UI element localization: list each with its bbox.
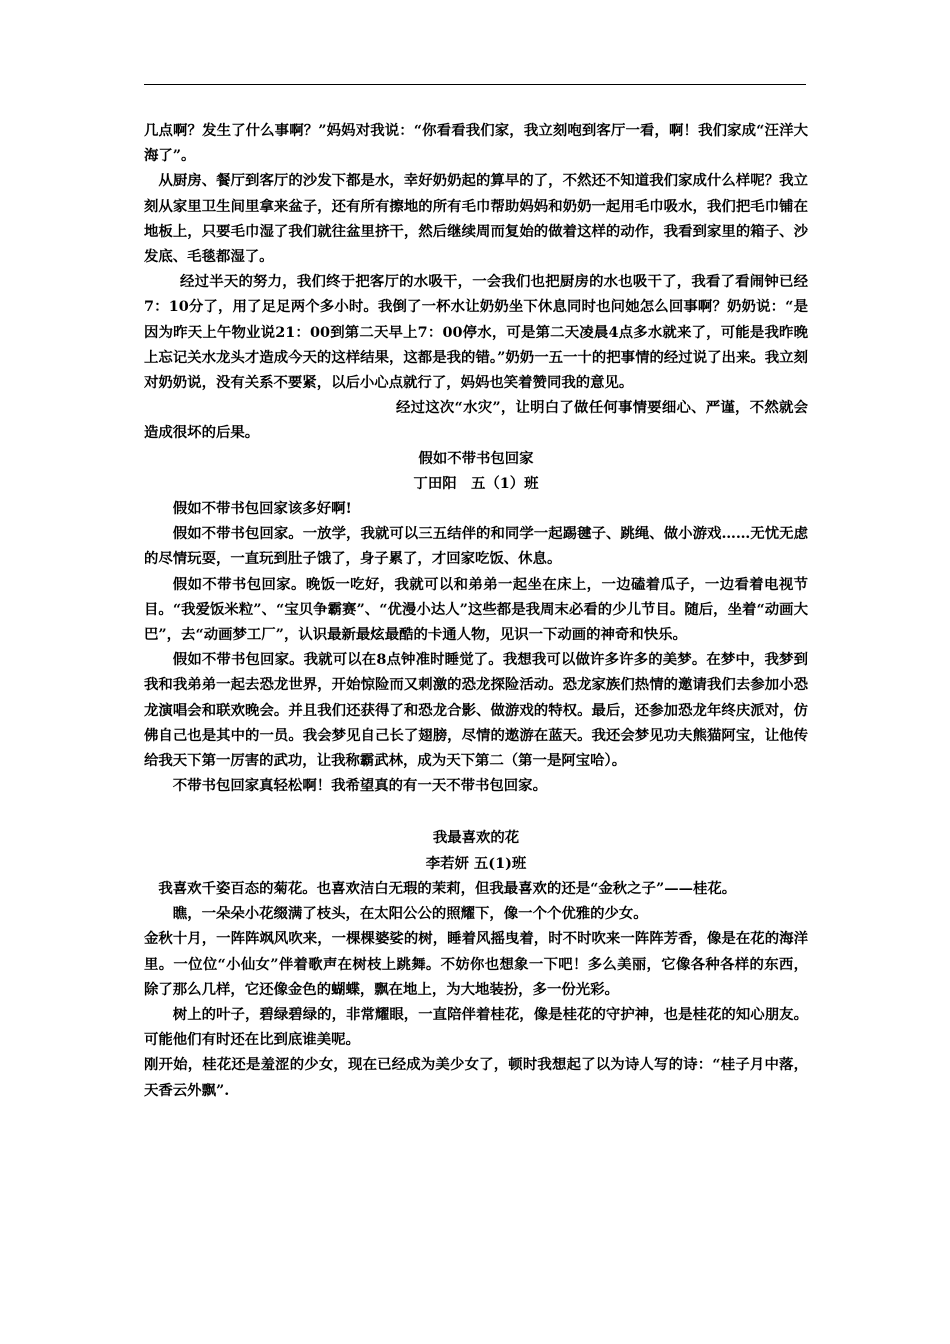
- story3-paragraph-5: 刚开始，桂花还是羞涩的少女，现在已经成为美少女了，顿时我想起了以为诗人写的诗：“桂子月中落，天香云外飘”.: [144, 1056, 808, 1099]
- story1-paragraph-2: 从厨房、餐厅到客厅的沙发下都是水，幸好奶奶起的算早的了，不然还不知道我们家成什么样呢？我立刻从家里卫生间里拿来盆子，还有所有擦地的所有毛巾帮助妈妈和奶奶一起用毛巾吸水，我们把毛巾铺在地板上，只要毛巾湿了我们就往盆里挤干，然后继续周而复始的做着这样的动作，我看到家里的箱子、沙发底、毛毯都湿了。: [144, 172, 808, 266]
- story3-title: 我最喜欢的花: [432, 829, 520, 847]
- document-body: [144, 118, 808, 1103]
- story1-paragraph-3: 经过半天的努力，我们终于把客厅的水吸干，一会我们也把厨房的水也吸干了，我看了看闹钟已经7：10分了，用了足足两个多小时。我倒了一杯水让奶奶坐下休息同时也问她怎么回事啊？奶奶说：“是因为昨天上午物业说21：00到第二天早上7：00停水，可是第二天凌晨4点多水就来了，可能是我昨晚上忘记关水龙头才造成今天的这样结果，这都是我的错。”奶奶一五一十的把事情的经过说了出来。我立刻对奶奶说，没有关系不要紧，以后小心点就行了，妈妈也笑着赞同我的意见。: [144, 273, 808, 392]
- story3-author: 李若妍 五(1)班: [425, 854, 527, 872]
- story3-paragraph-2: 瞧，一朵朵小花缀满了枝头，在太阳公公的照耀下，像一个个优雅的少女。: [172, 905, 648, 923]
- story2-paragraph-2: 假如不带书包回家。一放学，我就可以三五结伴的和同学一起踢毽子、跳绳、做小游戏……无忧无虑的尽情玩耍，一直玩到肚子饿了，身子累了，才回家吃饭、休息。: [144, 525, 808, 568]
- story3-paragraph-3: 金秋十月，一阵阵飒风吹来，一棵棵婆娑的树，睡着风摇曳着，时不时吹来一阵阵芳香，像是在花的海洋里。一位位“小仙女”伴着歌声在树枝上跳舞。不妨你也想象一下吧！多么美丽，它像各种各样的东西，除了那么几样，它还像金色的蝴蝶，飘在地上，为大地装扮，多一份光彩。: [144, 930, 808, 998]
- story2-paragraph-1: 假如不带书包回家该多好啊!: [172, 500, 352, 518]
- header-rule: [144, 84, 806, 85]
- story2-author: 丁田阳 五（1）班: [413, 474, 539, 492]
- story3-paragraph-1: 我喜欢千姿百态的菊花。也喜欢洁白无瑕的茉莉，但我最喜欢的还是“金秋之子”——桂花。: [158, 879, 737, 897]
- story1-paragraph-4: 经过这次“水灾”，让明白了做任何事情要细心、严谨，不然就会造成很坏的后果。: [144, 399, 808, 442]
- story3-paragraph-4: 树上的叶子，碧绿碧绿的，非常耀眼，一直陪伴着桂花，像是桂花的守护神，也是桂花的知心朋友。可能他们有时还在比到底谁美呢。: [144, 1005, 808, 1049]
- story2-paragraph-3: 假如不带书包回家。晚饭一吃好，我就可以和弟弟一起坐在床上，一边磕着瓜子，一边看着电视节目。“我爱饭米粒”、“宝贝争霸赛”、“优漫小达人”这些都是我周末必看的少儿节目。随后，坐着“动画大巴”，去“动画梦工厂”，认识最新最炫最酷的卡通人物，见识一下动画的神奇和快乐。: [144, 575, 808, 644]
- story2-paragraph-5: 不带书包回家真轻松啊！我希望真的有一天不带书包回家。: [172, 777, 547, 795]
- story2-paragraph-4: 假如不带书包回家。我就可以在8点钟准时睡觉了。我想我可以做许多许多的美梦。在梦中，我梦到我和我弟弟一起去恐龙世界，开始惊险而又刺激的恐龙探险活动。恐龙家族们热情的邀请我们去参加小恐龙演唱会和联欢晚会。并且我们还获得了和恐龙合影、做游戏的特权。最后，还参加恐龙年终庆派对，仿佛自己也是其中的一员。我会梦见自己长了翅膀，尽情的遨游在蓝天。我还会梦见功夫熊猫阿宝，让他传给我天下第一厉害的武功，让我称霸武林，成为天下第二（第一是阿宝哈）。: [144, 651, 808, 770]
- section-gap: [144, 798, 808, 825]
- story2-title: 假如不带书包回家: [418, 449, 534, 467]
- story1-paragraph-1: 几点啊？发生了什么事啊？”妈妈对我说：“你看看我们家，我立刻咆到客厅一看，啊！我们家成“汪洋大海了”。: [144, 122, 808, 165]
